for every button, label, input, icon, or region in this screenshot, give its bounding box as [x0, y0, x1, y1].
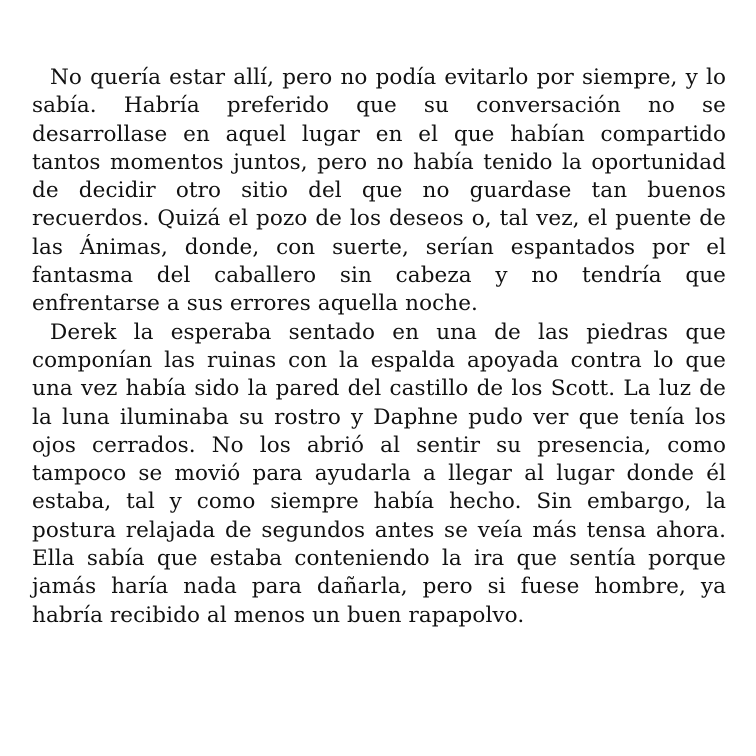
- paragraph-1: No quería estar allí, pero no podía evitarlo por siempre, y lo sabía. Habría preferido que su conversación no se desarrollase en aquel lugar en el que habían compartido tantos momentos juntos, pero no había tenido la oportunidad de decidir otro sitio del que no guardase tan buenos recuerdos. Quizá el pozo de los deseos o, tal vez, el puente de las Ánimas, donde, con suerte, serían espantados por el fantasma del caballero sin cabeza y no tendría que enfrentarse a sus errores aquella noche.: [32, 65, 726, 317]
- paragraph-2: Derek la esperaba sentado en una de las piedras que componían las ruinas con la espalda apoyada contra lo que una vez había sido la pared del castillo de los Scott. La luz de la luna iluminaba su rostro y Daphne pudo ver que tenía los ojos cerrados. No los abrió al sentir su presencia, como tampoco se movió para ayudarla a llegar al lugar donde él estaba, tal y como siempre había hecho. Sin embargo, la postura relajada de segundos antes se veía más tensa ahora. Ella sabía que estaba conteniendo la ira que sentía porque jamás haría nada para dañarla, pero si fuese hombre, ya habría recibido al menos un buen rapapolvo.: [32, 319, 726, 628]
- body-text: [32, 64, 726, 630]
